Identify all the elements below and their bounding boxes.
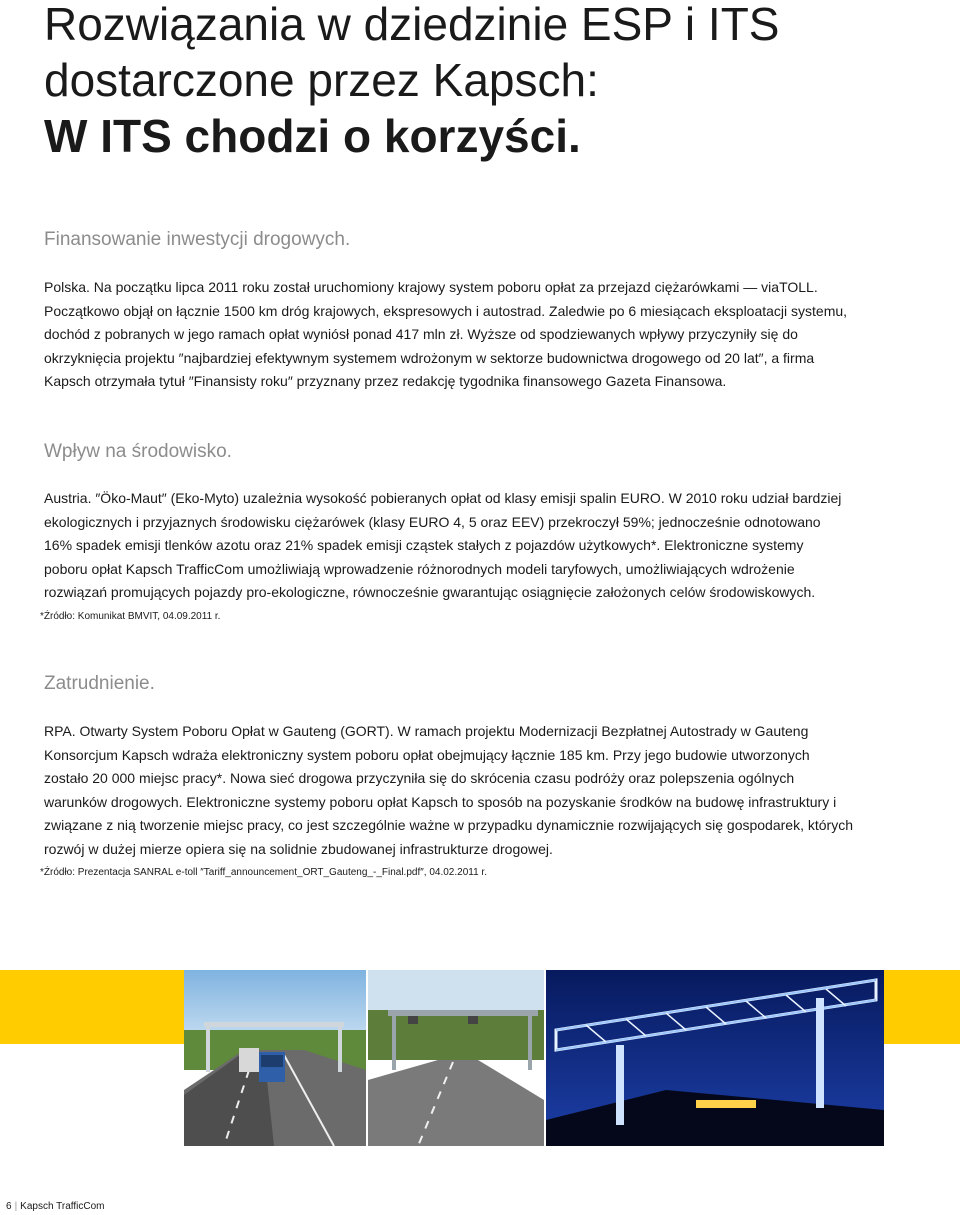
page-title: [44, 0, 944, 164]
section-heading-financing: Finansowanie inwestycji drogowych.: [44, 229, 351, 250]
photo-trucks-highway: [184, 970, 366, 1146]
title-line-2: dostarczone przez Kapsch:: [44, 54, 599, 106]
body-line: rozwiązań promujących pojazdy pro-ekologiczne, równocześnie gwarantując osiągnięcie założonych celów środowiskowych.: [44, 584, 816, 600]
footer-company: Kapsch TrafficCom: [20, 1201, 105, 1212]
page-footer: [6, 1201, 104, 1212]
title-line-1: Rozwiązania w dziedzinie ESP i ITS: [44, 0, 780, 50]
footer-separator: |: [14, 1201, 18, 1212]
body-line: rozwój w dużej mierze opiera się na solidnie zbudowanej infrastrukturze drogowej.: [44, 840, 553, 857]
body-line: okrzyknięcia projektu ″najbardziej efektywnym systemem wdrożonym w sektorze budownictwa drogowego od 20 lat″, a firma: [44, 349, 815, 366]
source-note-sanral: *Źródło: Prezentacja SANRAL e-toll ″Tariff_announcement_ORT_Gauteng_-_Final.pdf″, 04.02.2011 r.: [40, 867, 487, 878]
photo-night-gantry: [546, 970, 884, 1146]
body-line: RPA. Otwarty System Poboru Opłat w Gauteng (GORT). W ramach projektu Modernizacji Bezpłatnej Autostrady w Gauteng: [44, 723, 809, 739]
body-line: warunków drogowych. Elektroniczne systemy poboru opłat Kapsch to sposób na pozyskanie środków na budowę infrastruktury i: [44, 793, 837, 810]
body-line: zostało 20 000 miejsc pracy*. Nowa sieć drogowa przyczyniła się do skrócenia czasu podróży oraz polepszenia ogólnych: [44, 770, 795, 786]
photo-toll-gantry: [368, 970, 544, 1146]
body-line: związane z nią tworzenie miejsc pracy, co jest szczególnie ważne w przypadku dynamicznie rozwijających się gospodarek, których: [44, 817, 853, 833]
body-line: Początkowo objął on łącznie 1500 km dróg krajowych, ekspresowych i autostrad. Zaledwie po 6 miesiącach eksploatacji systemu,: [44, 302, 848, 319]
section-body-financing: [44, 276, 904, 394]
body-line: 16% spadek emisji tlenków azotu oraz 21% spadek emisji cząstek stałych z pojazdów użytkowych*. Elektroniczne systemy: [44, 537, 804, 553]
yellow-accent-bar-right: [884, 970, 960, 1044]
section-heading-environment: Wpływ na środowisko.: [44, 441, 232, 462]
photo-strip: [0, 970, 960, 1146]
body-line: Kapsch otrzymała tytuł ″Finansisty roku″ przyznany przez redakcję tygodnika finansowego Gazeta Finansowa.: [44, 373, 727, 389]
section-heading-employment: Zatrudnienie.: [44, 673, 155, 694]
body-line: dochód z pobranych w jego ramach opłat wyniósł ponad 417 mln zł. Wyższe od spodziewanych wpływy przyczyniły się do: [44, 326, 798, 342]
yellow-accent-bar-left: [0, 970, 184, 1044]
source-note-bmvit: *Źródło: Komunikat BMVIT, 04.09.2011 r.: [40, 611, 221, 622]
body-line: Konsorcjum Kapsch wdraża elektroniczny system poboru opłat obejmujący łącznie 185 km. Przy jego budowie utworzonych: [44, 746, 810, 763]
section-body-environment: [44, 487, 904, 605]
page-number: 6: [6, 1201, 12, 1212]
body-line: ekologicznych i przyjaznych środowisku ciężarówek (klasy EURO 4, 5 oraz EEV) przekroczył 59%; jednocześnie odnotowano: [44, 513, 821, 530]
title-line-3: W ITS chodzi o korzyści.: [44, 110, 581, 162]
body-line: Austria. ″Öko-Maut″ (Eko-Myto) uzależnia wysokość pobieranych opłat od klasy emisji spalin EURO. W 2010 roku udział bardziej: [44, 490, 842, 506]
body-line: Polska. Na początku lipca 2011 roku został uruchomiony krajowy system poboru opłat za przejazd ciężarówkami — viaTOLL.: [44, 279, 818, 295]
body-line: poboru opłat Kapsch TrafficCom umożliwiają wprowadzenie różnorodnych modeli taryfowych, umożliwiających wdrożenie: [44, 560, 795, 577]
section-body-employment: [44, 720, 904, 861]
